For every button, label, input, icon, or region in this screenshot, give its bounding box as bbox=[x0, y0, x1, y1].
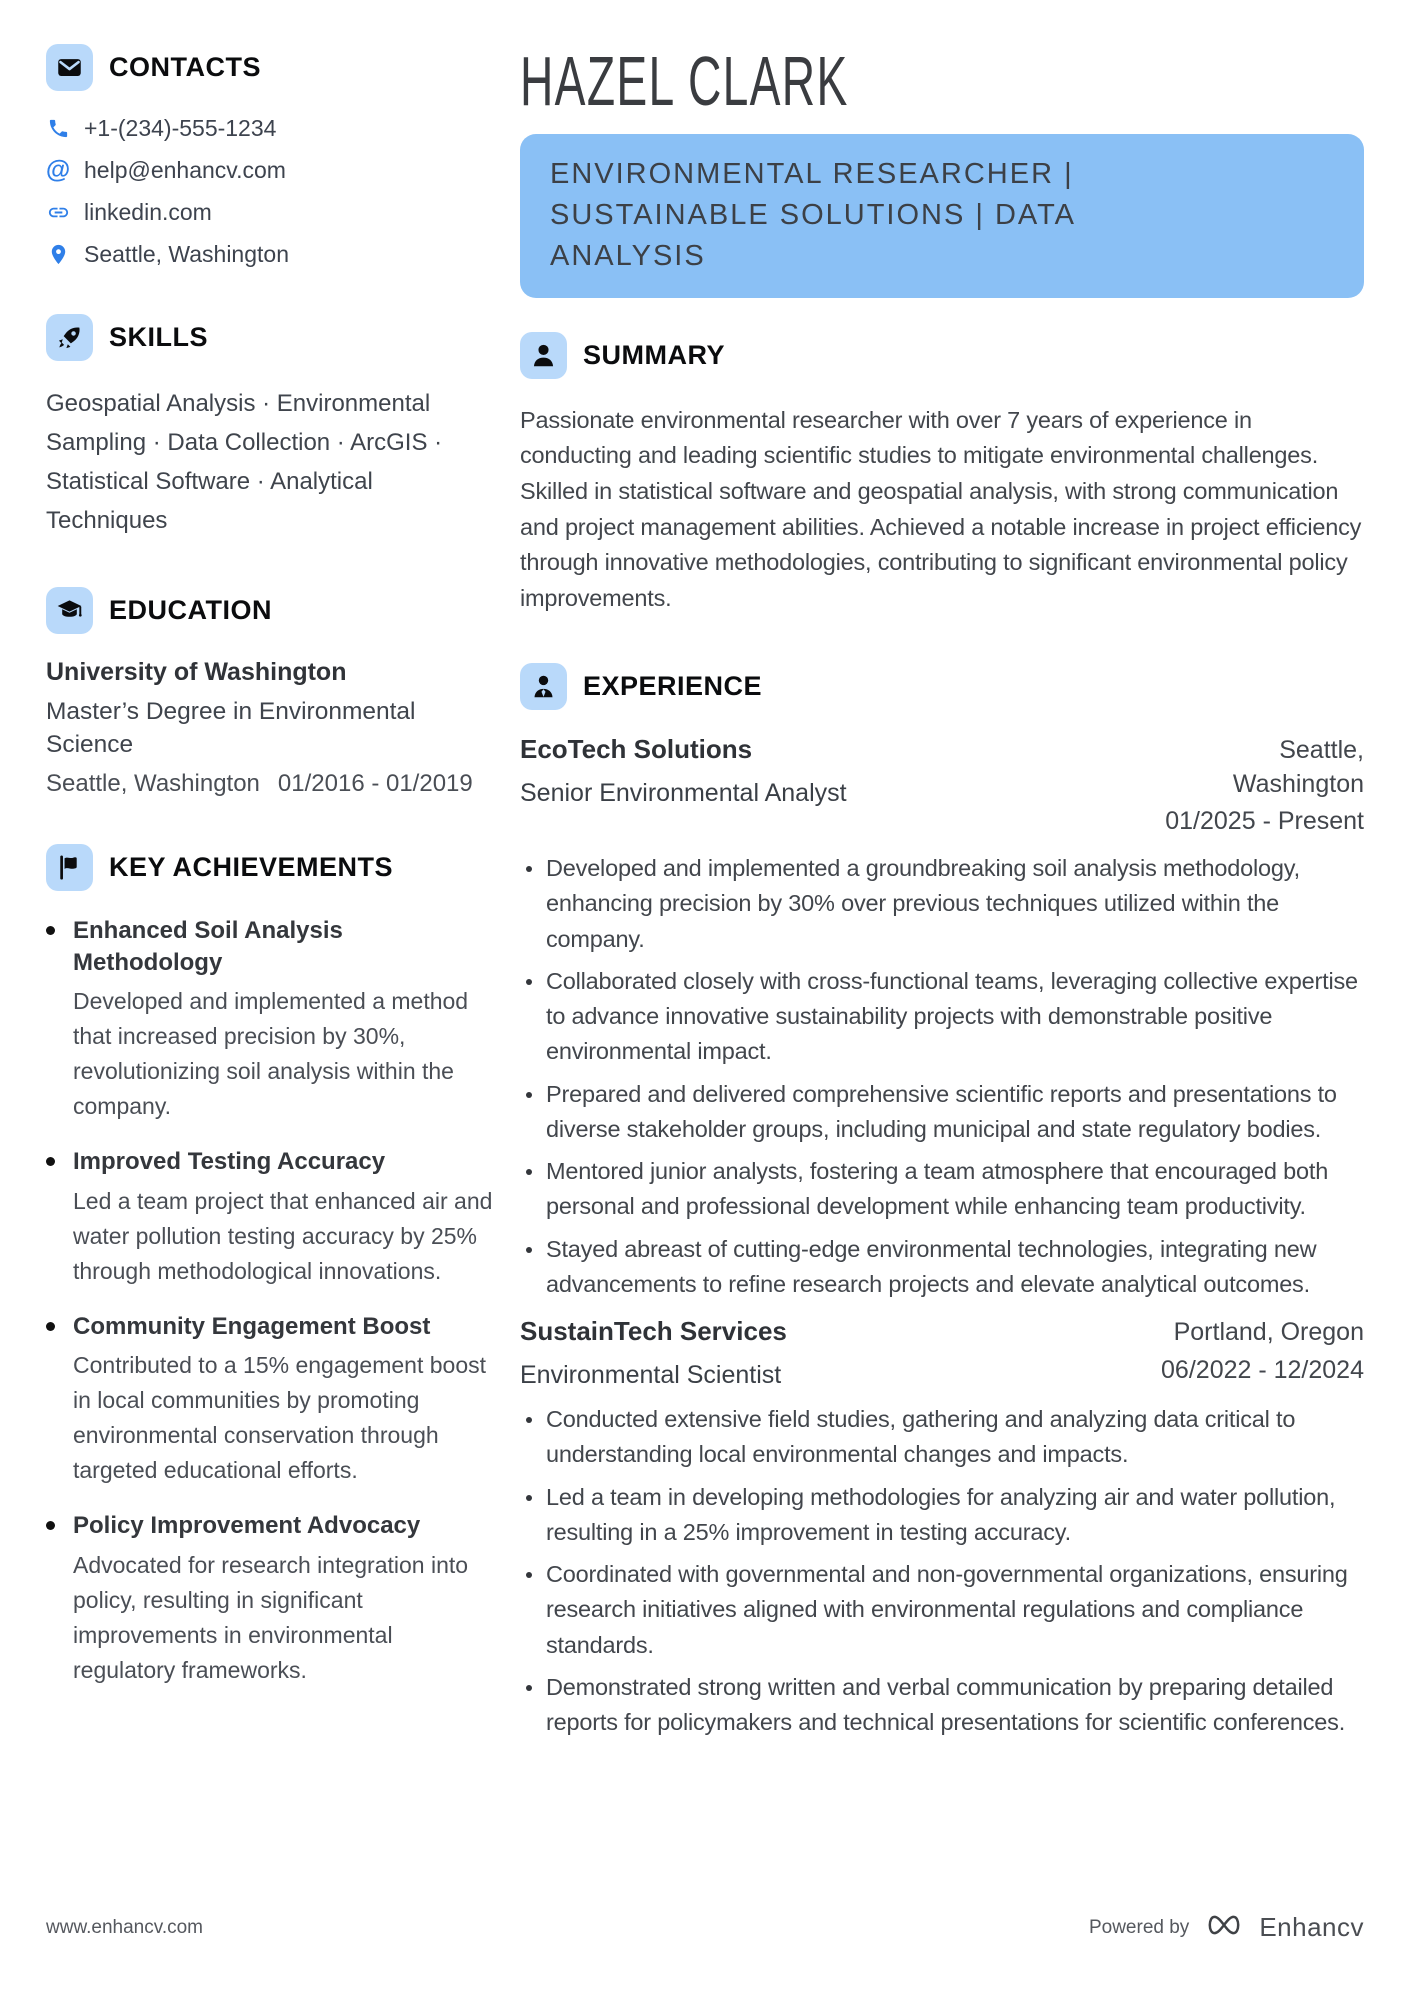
summary-heading: SUMMARY bbox=[583, 339, 725, 370]
job-bullet: Mentored junior analysts, fostering a team atmosphere that encouraged both personal and professional development while enhancing team productivity. bbox=[520, 1154, 1364, 1225]
contact-phone bbox=[46, 115, 496, 142]
achievement-description: Led a team project that enhanced air and water pollution testing accuracy by 25% through methodological innovations. bbox=[73, 1187, 493, 1284]
achievement-title: Policy Improvement Advocacy bbox=[73, 1512, 421, 1540]
summary-section bbox=[520, 332, 1364, 617]
job-company: EcoTech Solutions bbox=[520, 733, 753, 764]
achievement-description: Developed and implemented a method that increased precision by 30%, revolutionizing soil analysis within the company. bbox=[73, 988, 469, 1120]
job-bullet: Stayed abreast of cutting-edge environmental technologies, integrating new advancements to refine research projects and elevate analytical outcomes. bbox=[520, 1232, 1364, 1303]
job-bullet: Led a team in developing methodologies for analyzing air and water pollution, resulting in a 25% improvement in testing accuracy. bbox=[520, 1480, 1364, 1551]
contact-email[interactable] bbox=[46, 157, 496, 184]
job-role: Senior Environmental Analyst bbox=[520, 778, 847, 807]
achievements-section bbox=[46, 844, 496, 1688]
contact-email-text[interactable]: help@enhancv.com bbox=[84, 157, 286, 183]
achievement-title: Community Engagement Boost bbox=[73, 1312, 431, 1340]
job-location: Seattle, Washington bbox=[1232, 735, 1364, 798]
job-right bbox=[1161, 1316, 1364, 1388]
education-heading: EDUCATION bbox=[109, 594, 272, 625]
achievements-list bbox=[46, 915, 496, 1688]
rocket-icon bbox=[46, 314, 93, 361]
sidebar bbox=[46, 44, 496, 1786]
skills-list-text: Geospatial Analysis · Environmental Sampling · Data Collection · ArcGIS · Statistical Software · Analytical Techniques bbox=[46, 390, 443, 534]
achievement-body bbox=[73, 915, 496, 1124]
location-pin-icon bbox=[46, 243, 70, 267]
bullet-dot-icon bbox=[46, 926, 55, 935]
person-icon bbox=[520, 332, 567, 379]
job-head bbox=[520, 734, 1364, 839]
at-icon: @ bbox=[45, 156, 71, 184]
skills-heading: SKILLS bbox=[109, 322, 209, 352]
job-left bbox=[520, 734, 847, 808]
bullet-dot-icon bbox=[46, 1322, 55, 1331]
contact-link[interactable] bbox=[46, 199, 496, 226]
job-bullet: Prepared and delivered comprehensive scientific reports and presentations to diverse stakeholder groups, including municipal and state regulatory bodies. bbox=[520, 1077, 1364, 1148]
job-bullet: Collaborated closely with cross-functional teams, leveraging collective expertise to advance innovative sustainability projects with demonstrable positive environmental impact. bbox=[520, 964, 1364, 1070]
skills-section bbox=[46, 314, 496, 541]
contacts-heading: CONTACTS bbox=[109, 52, 261, 82]
contact-phone-text: +1-(234)-555-1234 bbox=[84, 115, 277, 141]
flag-icon bbox=[46, 844, 93, 891]
education-location: Seattle, Washington bbox=[46, 770, 260, 798]
job-company: SustainTech Services bbox=[520, 1316, 787, 1347]
job-bullet: Coordinated with governmental and non-governmental organizations, ensuring research initiatives aligned with environmental regulations and compliance standards. bbox=[520, 1557, 1364, 1663]
achievement-item bbox=[46, 1146, 496, 1289]
job-dates: 01/2025 - Present bbox=[1165, 807, 1364, 836]
achievements-heading: KEY ACHIEVEMENTS bbox=[109, 852, 394, 883]
achievement-item bbox=[46, 1510, 496, 1687]
education-header bbox=[46, 587, 496, 634]
achievement-title: Enhanced Soil Analysis Methodology bbox=[73, 917, 343, 976]
education-degree: Master’s Degree in Environmental Science bbox=[46, 697, 416, 759]
footer-url[interactable]: www.enhancv.com bbox=[46, 1916, 203, 1938]
job-right bbox=[1149, 734, 1364, 839]
contact-link-text[interactable]: linkedin.com bbox=[84, 199, 212, 225]
summary-header bbox=[520, 332, 1364, 379]
infinity-logo-icon bbox=[1203, 1912, 1245, 1943]
job-left bbox=[520, 1316, 787, 1390]
job-dates: 06/2022 - 12/2024 bbox=[1161, 1355, 1364, 1384]
page-footer bbox=[46, 1912, 1364, 1943]
powered-by-group[interactable] bbox=[1089, 1912, 1364, 1943]
contacts-section bbox=[46, 44, 496, 268]
achievement-body bbox=[73, 1510, 496, 1687]
job-bullet: Conducted extensive field studies, gathering and analyzing data critical to understanding local environmental changes and impacts. bbox=[520, 1402, 1364, 1473]
education-section bbox=[46, 587, 496, 799]
brand-name: Enhancv bbox=[1259, 1912, 1364, 1942]
phone-icon bbox=[46, 117, 70, 141]
experience-header bbox=[520, 663, 1364, 710]
job-bullet-list bbox=[520, 1402, 1364, 1740]
job-location: Portland, Oregon bbox=[1173, 1318, 1364, 1347]
achievement-item bbox=[46, 915, 496, 1124]
person-tie-icon bbox=[520, 663, 567, 710]
contacts-header bbox=[46, 44, 496, 91]
achievement-body bbox=[73, 1311, 496, 1488]
summary-text: Passionate environmental researcher with over 7 years of experience in conducting and leading scientific studies to mitigate environmental challenges. Skilled in statistical software and geospatial analysis, with strong communication and project management abilities. Achieved a notable increase in project efficiency through innovative methodologies, contributing to significant environmental policy improvements. bbox=[520, 406, 1362, 612]
job-bullet: Demonstrated strong written and verbal communication by preparing detailed reports for policymakers and technical presentations for scientific conferences. bbox=[520, 1670, 1364, 1741]
job-title-text: ENVIRONMENTAL RESEARCHER | SUSTAINABLE SOLUTIONS | DATA ANALYSIS bbox=[550, 158, 1075, 273]
education-dates: 01/2016 - 01/2019 bbox=[277, 770, 473, 798]
main-column bbox=[520, 44, 1364, 1786]
experience-section bbox=[520, 663, 1364, 1741]
achievement-item bbox=[46, 1311, 496, 1488]
contact-list bbox=[46, 115, 496, 268]
person-name: HAZEL CLARK bbox=[520, 42, 849, 120]
achievements-header bbox=[46, 844, 496, 891]
job-bullet-list bbox=[520, 851, 1364, 1302]
achievement-description: Contributed to a 15% engagement boost in local communities by promoting environmental conservation through targeted educational efforts. bbox=[73, 1352, 487, 1484]
job-role: Environmental Scientist bbox=[520, 1361, 782, 1390]
education-school: University of Washington bbox=[46, 657, 347, 686]
contact-location bbox=[46, 241, 496, 268]
contact-location-text: Seattle, Washington bbox=[84, 241, 289, 267]
graduation-cap-icon bbox=[46, 587, 93, 634]
job-head bbox=[520, 1316, 1364, 1390]
powered-by-label: Powered by bbox=[1088, 1916, 1190, 1938]
job-entry bbox=[520, 1316, 1364, 1740]
skills-header bbox=[46, 314, 496, 361]
experience-heading: EXPERIENCE bbox=[583, 670, 763, 701]
link-icon bbox=[46, 201, 70, 225]
bullet-dot-icon bbox=[46, 1521, 55, 1530]
achievement-description: Advocated for research integration into policy, resulting in significant improvements in environmental regulatory frameworks. bbox=[73, 1551, 469, 1683]
job-entry bbox=[520, 734, 1364, 1302]
job-bullet: Developed and implemented a groundbreaking soil analysis methodology, enhancing precision by 30% over previous techniques utilized within the company. bbox=[520, 851, 1364, 957]
envelope-icon bbox=[46, 44, 93, 91]
job-title-band bbox=[520, 134, 1364, 298]
achievement-body bbox=[73, 1146, 496, 1289]
bullet-dot-icon bbox=[46, 1157, 55, 1166]
education-meta bbox=[46, 770, 496, 798]
achievement-title: Improved Testing Accuracy bbox=[73, 1148, 386, 1176]
